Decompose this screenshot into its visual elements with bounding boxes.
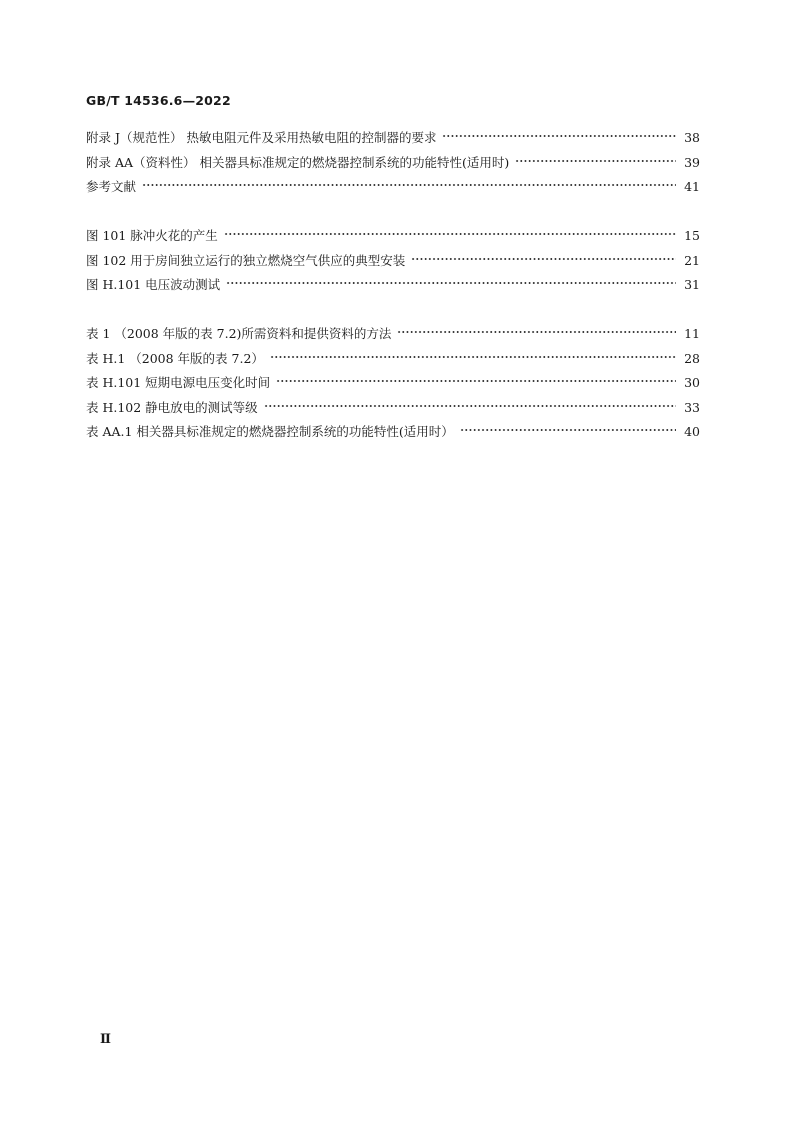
- toc-entry-table-h1[interactable]: [86, 349, 700, 374]
- leader-dots: [264, 403, 676, 409]
- leader-dots: [515, 158, 676, 164]
- toc-table-list: [86, 324, 700, 447]
- leader-dots: [224, 231, 676, 237]
- toc-entry-page: 30: [684, 375, 700, 390]
- leader-dots: [411, 256, 676, 262]
- toc-entry-label: 表 H.1 （2008 年版的表 7.2）: [86, 350, 264, 366]
- page-number: Ⅱ: [100, 1032, 111, 1047]
- leader-dots: [397, 329, 676, 335]
- toc-entry-label: 图 102 用于房间独立运行的独立燃烧空气供应的典型安装: [86, 252, 406, 268]
- toc-entry-page: 28: [684, 350, 700, 366]
- toc-entry-label: 表 H.101 短期电源电压变化时间: [86, 375, 271, 390]
- toc-entry-label: 表 AA.1 相关器具标准规定的燃烧器控制系统的功能特性(适用时）: [86, 424, 454, 439]
- toc-entry-table-h102[interactable]: [86, 398, 700, 423]
- toc-entry-label: 参考文献: [86, 179, 137, 194]
- toc-entry-label: 表 H.102 静电放电的测试等级: [86, 399, 258, 415]
- toc-entry-page: 21: [684, 252, 700, 268]
- leader-dots: [270, 354, 676, 360]
- toc-entry-label: 图 101 脉冲火花的产生: [86, 228, 218, 243]
- leader-dots: [442, 133, 676, 139]
- toc-entry-page: 40: [684, 424, 700, 439]
- toc-entry-page: 39: [684, 154, 700, 170]
- toc-entry-table-1[interactable]: [86, 324, 700, 349]
- toc-entry-page: 15: [684, 228, 700, 243]
- toc-entry-label: 附录 AA（资料性） 相关器具标准规定的燃烧器控制系统的功能特性(适用时): [86, 154, 510, 170]
- standard-code-header: GB/T 14536.6—2022: [86, 93, 231, 108]
- toc-entry-page: 33: [684, 399, 700, 415]
- toc-entry-figure-102[interactable]: [86, 251, 700, 276]
- leader-dots: [276, 378, 676, 384]
- toc-entry-label: 表 1 （2008 年版的表 7.2)所需资料和提供资料的方法: [86, 326, 392, 341]
- toc-entry-label: 附录 J（规范性） 热敏电阻元件及采用热敏电阻的控制器的要求: [86, 130, 437, 145]
- toc-entry-page: 11: [684, 326, 700, 341]
- toc-entry-annex-aa[interactable]: [86, 153, 700, 178]
- toc-entry-figure-h101[interactable]: [86, 275, 700, 300]
- leader-dots: [142, 182, 676, 188]
- toc-annex-list: [86, 128, 700, 202]
- leader-dots: [460, 427, 676, 433]
- toc-entry-figure-101[interactable]: [86, 226, 700, 251]
- toc-entry-annex-j[interactable]: [86, 128, 700, 153]
- toc-entry-table-h101[interactable]: [86, 373, 700, 398]
- toc-entry-page: 31: [684, 277, 700, 292]
- toc-entry-bibliography[interactable]: [86, 177, 700, 202]
- toc-figure-list: [86, 226, 700, 300]
- toc-entry-table-aa1[interactable]: [86, 422, 700, 447]
- toc-entry-page: 41: [684, 179, 700, 194]
- toc-entry-page: 38: [684, 130, 700, 145]
- toc-entry-label: 图 H.101 电压波动测试: [86, 277, 221, 292]
- leader-dots: [226, 280, 676, 286]
